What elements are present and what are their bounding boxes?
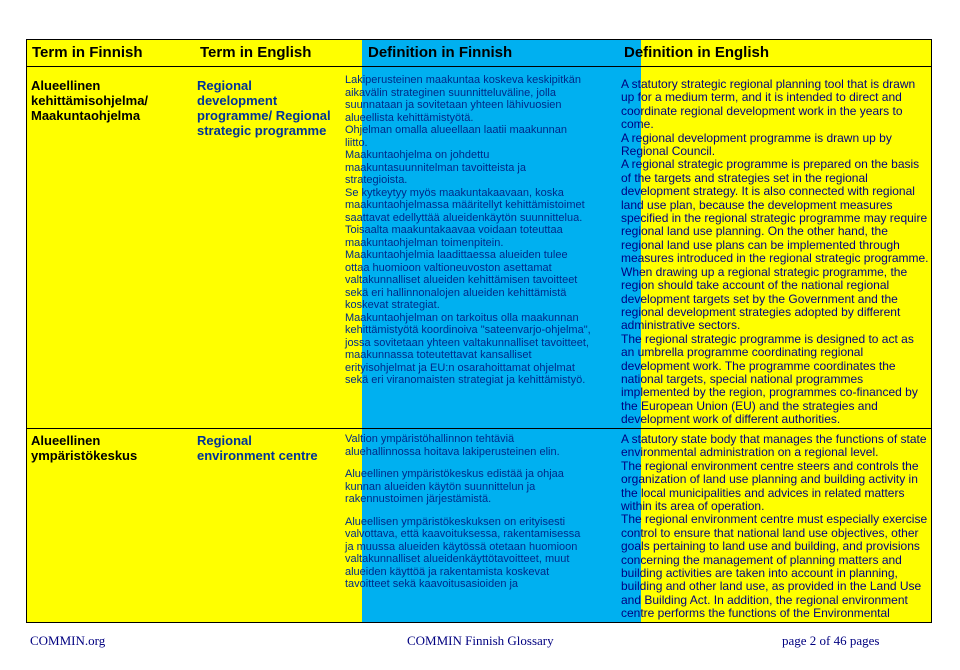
definition-english-2: A statutory state body that manages the functions of state environmental administration on a regional level. The regional environment centre steers and controls the organization of land use planning and building activity in the local municipalities and advices in related matters within its area of operation. The regional environment centre must especially exercise control to ensure that national land use objectives, other goals pertaining to land use and building, and provisions concerning the management of planning matters and building activities are taken into account in planning, building and other land use, as provided in the Land Use and Building Act. In addition, the regional environment centre performs the functions of the Environmental (621, 432, 928, 621)
row-divider (27, 428, 931, 429)
header-term-english: Term in English (200, 44, 312, 61)
glossary-table (26, 39, 932, 623)
footer-site: COMMIN.org (30, 633, 106, 648)
term-english-2: Regional environment centre (197, 433, 318, 463)
header-definition-finnish: Definition in Finnish (368, 44, 513, 61)
footer-page-number: page 2 of 46 pages (782, 633, 880, 648)
term-english-1: Regional development programme/ Regional strategic programme (197, 78, 331, 138)
header-term-finnish: Term in Finnish (32, 44, 143, 61)
definition-finnish-2: Valtion ympäristöhallinnon tehtäviä aluehallinnossa hoitava lakiperusteinen elin. Alueellinen ympäristökeskus edistää ja ohjaa kunnan alueiden käytön suunnittelun ja rakennustoimen järjestämistä. Alueellisen ympäristökeskuksen on erityisesti valvottava, että kaavoituksessa, rakentamisessa ja muussa alueiden käytössä otetaan huomioon valtakunnalliset alueidenkäyttötavoitteet, muut alueiden käyttöä ja rakentamista koskevat tavoitteet sekä kaavoitusasioiden ja (345, 433, 581, 590)
term-finnish-2: Alueellinen ympäristökeskus (31, 433, 138, 463)
header-definition-english: Definition in English (624, 44, 769, 61)
footer-title: COMMIN Finnish Glossary (407, 633, 554, 648)
column-term-finnish (27, 40, 194, 622)
definition-english-1: A statutory strategic regional planning tool that is drawn up for a medium term, and it is intended to direct and coordinate regional development work in the years to come. A regional development programme is drawn up by Regional Council. A regional strategic programme is prepared on the basis of the targets and strategies set in the regional development strategy. It is also connected with regional land use plan, because the development measures specified in the regional strategic programme may require regional land use planning. On the other hand, the regional land use plans can be implemented through measures introduced in the regional strategic programme. When drawing up a regional strategic programme, the region should take account of the national regional development targets set by the Government and the regional development strategies adopted by different administrative sectors. The regional strategic programme is designed to act as an umbrella programme coordinating regional development work. The programme coordinates the national targets, special national programmes implemented by the region, programmes co-financed by the European Union (EU) and the strategies and development work of different authorities. (621, 77, 929, 427)
term-finnish-1: Alueellinen kehittämisohjelma/ Maakuntaohjelma (31, 78, 149, 123)
definition-finnish-1: Lakiperusteinen maakuntaa koskeva keskipitkän aikavälin strateginen suunnitteluväline, jolla suunnataan ja sovitetaan yhteen lähivuosien alueellista kehittämistyötä. Ohjelman omalla alueellaan laatii maakunnan liitto. Maakuntaohjelma on johdettu maakuntasuunnitelman tavoitteista ja strategioista. Se kytkeytyy myös maakuntakaavaan, koska maakuntaohjelmassa määritellyt kehittämistoimet saattavat edellyttää alueidenkäytön suunnittelua. Toisaalta maakuntakaavaa voidaan toteuttaa maakuntaohjelman toimenpitein. Maakuntaohjelmia laadittaessa alueiden tulee ottaa huomioon valtioneuvoston asettamat valtakunnalliset alueiden kehittämisen tavoitteet sekä eri hallinnonalojen alueiden kehittämistä koskevat strategiat. Maakuntaohjelman on tarkoitus olla maakunnan kehittämistyötä koordinoiva "sateenvarjo-ohjelma", jossa sovitetaan yhteen valtakunnalliset tavoitteet, maakunnassa toteutettavat kansalliset erityisohjelmat ja EU:n osarahoittamat ohjelmat sekä eri viranomaisten strategiat ja kehittämistyö. (345, 74, 591, 386)
